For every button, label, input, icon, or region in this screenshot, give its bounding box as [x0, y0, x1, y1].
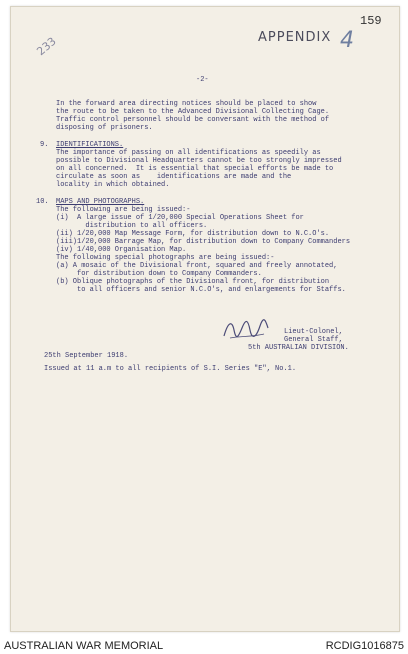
section-9-line: The importance of passing on all identifications as speedily as [56, 149, 321, 157]
appendix-label: APPENDIX [258, 30, 332, 45]
issue-line: Issued at 11 a.m to all recipients of S.I. Series "E", No.1. [44, 365, 297, 373]
intro-line: the route to be taken to the Advanced Divisional Collecting Cage. [56, 108, 330, 116]
signature-title-line: 5th AUSTRALIAN DIVISION. [248, 344, 349, 352]
section-10-number: 10. [36, 198, 49, 206]
section-9-line: possible to Divisional Headquarters cannot be too strongly impressed [56, 157, 342, 165]
margin-number: 233 [34, 34, 59, 59]
section-9-line: locality in which obtained. [56, 181, 170, 189]
signature-title-line: General Staff, [284, 336, 343, 344]
section-10-line: The following are being issued:- [56, 206, 191, 214]
page-marker: -2- [196, 76, 209, 84]
section-10-line: (iii)1/20,000 Barrage Map, for distribution down to Company Commanders [56, 238, 351, 246]
intro-line: In the forward area directing notices should be placed to show [56, 100, 317, 108]
section-10-line: (i) A large issue of 1/20,000 Special Operations Sheet for [56, 214, 304, 222]
section-9-heading: IDENTIFICATIONS. [56, 141, 124, 149]
section-10-line: The following special photographs are being issued:- [56, 254, 275, 262]
intro-line: disposing of prisoners. [56, 124, 153, 132]
section-10-heading: MAPS AND PHOTOGRAPHS. [56, 198, 145, 206]
section-9-number: 9. [40, 141, 49, 149]
section-10-line: for distribution down to Company Commanders. [56, 270, 262, 278]
section-9-line: circulate as soon as identifications are made and the [56, 173, 292, 181]
section-10-line: (a) A mosaic of the Divisional front, squared and freely annotated, [56, 262, 338, 270]
intro-line: Traffic control personnel should be conversant with the method of [56, 116, 330, 124]
section-10-line: (ii) 1/20,000 Map Message Form, for distribution down to N.C.O's. [56, 230, 330, 238]
footer-archive-name: AUSTRALIAN WAR MEMORIAL [4, 640, 164, 652]
date-line: 25th September 1918. [44, 352, 129, 360]
signature-title-line: Lieut-Colonel, [284, 328, 343, 336]
handwritten-signature [220, 316, 270, 342]
footer-record-id: RCDIG1016875 [325, 640, 404, 652]
section-9-line: on all concerned. It is essential that special efforts be made to [56, 165, 334, 173]
section-10-line: to all officers and senior N.C.O's, and enlargements for Staffs. [56, 286, 346, 294]
section-10-line: (iv) 1/40,000 Organisation Map. [56, 246, 187, 254]
section-10-line: (b) Oblique photographs of the Divisional front, for distribution [56, 278, 330, 286]
section-10-line: distribution to all officers. [56, 222, 208, 230]
appendix-number: 4 [340, 28, 354, 53]
page-number: 159 [360, 14, 382, 28]
